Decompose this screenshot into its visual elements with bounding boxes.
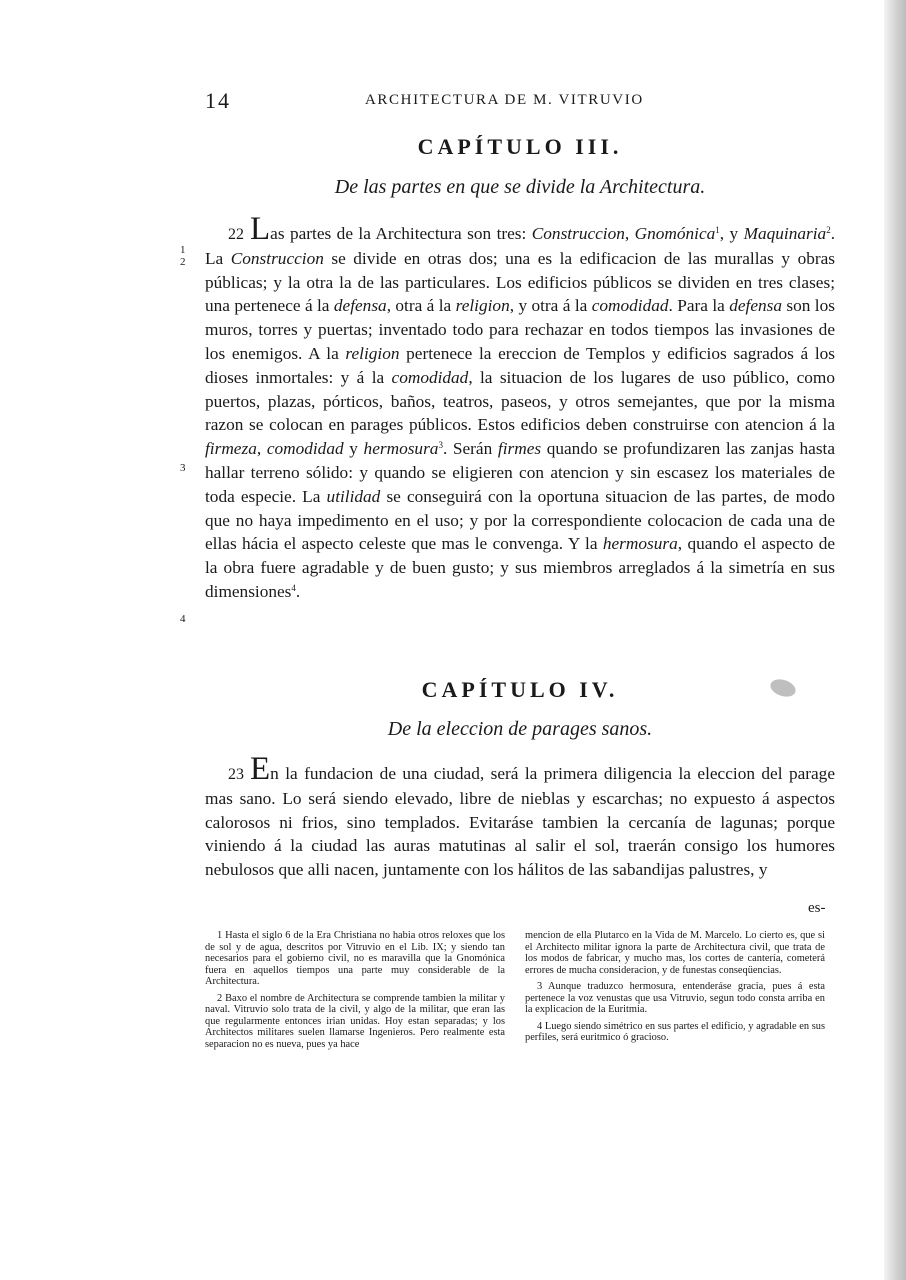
running-title: ARCHITECTURA DE M. VITRUVIO xyxy=(365,92,644,108)
p22-text: y xyxy=(343,439,364,459)
term-maquinaria: Maquinaria xyxy=(743,224,827,243)
margin-note-1: 1 xyxy=(180,244,186,256)
p22-text: . Para la xyxy=(668,296,730,316)
p22-text: pertenece la ereccion de Templos y edificios sagrados á los dioses inmortales: y á la xyxy=(205,343,835,387)
p22-text: se divide en otras dos; una es la edificacion de las murallas y obras públicas; y la otra la de las particulares. Los edificios públicos se dividen en tres clases; una pertenece á la xyxy=(205,248,836,316)
paragraph-number-22: 22 xyxy=(228,226,244,243)
p22-text: , la situacion de los lugares de uso público, como puertos, plazas, pórticos, baños, teatros, paseos, y otros semejantes, que por la misma razon se colocan en parages públicos. Estos edificios deben construirse con atencion á la xyxy=(205,367,835,435)
footnote-ref-2: 2 xyxy=(826,225,831,235)
term-comodidad: comodidad xyxy=(266,439,344,459)
p22-text: , y xyxy=(719,224,744,243)
term-utilidad: utilidad xyxy=(326,486,381,506)
chapter-4-subtitle: De la eleccion de parages sanos. xyxy=(387,718,653,740)
p22-text: , y otra á la xyxy=(509,296,592,316)
p22-text: as partes de la Architectura son tres: xyxy=(270,224,532,243)
p22-text: , xyxy=(256,439,267,459)
chapter-4-title: CAPÍTULO IV. xyxy=(421,677,619,702)
footnote-2: 2 Baxo el nombre de Architectura se comprende tambien la militar y naval. Vitruvio solo trata de la civil, y algo de la militar, que eran las que regularmente entonces irian unidas. Hoy estan separadas; y los Architectos militares suelen llamarse Ingenieros. Pero realmente esta separacion no es nueva, pues ya hace xyxy=(205,992,505,1050)
term-comodidad: comodidad xyxy=(591,296,669,316)
term-firmeza: firmeza xyxy=(205,439,257,459)
dropcap-e: E xyxy=(250,751,271,787)
p22-text: , xyxy=(624,224,635,243)
footnote-ref-1: 1 xyxy=(715,225,720,235)
page-number: 14 xyxy=(205,88,231,113)
term-construccion: Construccion xyxy=(531,224,625,243)
p23-text: n la fundacion de una ciudad, será la primera diligencia la eleccion del parage mas sano. Lo será siendo elevado, libre de nieblas y escarchas; no expuesto á aspectos calorosos ni frios, sino templados. Evitaráse tambien la cercanía de lagunas; porque viniendo á la ciudad las auras matutinas al salir el sol, traerán consigo los humores nebulosos que alli nacen, juntamente con los hálitos de las sabandijas palustres, y xyxy=(205,764,835,880)
chapter-3-subtitle: De las partes en que se divide la Architectura. xyxy=(334,176,706,198)
term-religion: religion xyxy=(455,296,510,316)
footnotes xyxy=(205,930,835,1130)
p22-text: quando se profundizaren las zanjas hasta hallar terreno sólido: y quando se eligieren con atencion y sin escasez los materiales de toda especie. La xyxy=(205,439,836,506)
chapter-3-title: CAPÍTULO III. xyxy=(417,134,623,159)
term-defensa: defensa xyxy=(729,296,782,316)
dropcap-l: L xyxy=(250,211,271,247)
footnote-1: 1 Hasta el siglo 6 de la Era Christiana no habia otros reloxes que los de sol y de agua, descritos por Vitruvio en el Lib. IX; y siendo tan necesarios para el gobierno civil, no es maravilla que la Gnomónica fuera en aquellos tiempos una parte muy considerable de la Architectura. xyxy=(205,930,505,987)
p22-text: . xyxy=(295,581,301,601)
p22-text: son los muros, torres y puertas; inventado todo para rechazar en todos tiempos las invasiones de los enemigos. A la xyxy=(205,296,835,363)
p22-text: . La xyxy=(205,224,836,268)
footnotes-left-column xyxy=(205,930,505,1055)
paragraph-23 xyxy=(205,751,835,882)
paragraph-22 xyxy=(205,211,836,604)
term-construccion: Construccion xyxy=(230,248,324,268)
paragraph-number-23: 23 xyxy=(228,766,244,783)
term-defensa: defensa xyxy=(333,296,387,316)
margin-note-4: 4 xyxy=(180,613,186,625)
footnote-3: 3 Aunque traduzco hermosura, entenderáse gracia, pues á esta pertenece la voz venustas que usa Vitruvio, segun todo consta arriba en la explicacion de la Euritmia. xyxy=(525,981,825,1015)
term-hermosura: hermosura xyxy=(602,534,678,554)
footnote-ref-4: 4 xyxy=(291,582,296,593)
term-gnomonica: Gnomónica xyxy=(634,224,716,243)
catchword: es- xyxy=(808,900,826,916)
footnote-ref-3: 3 xyxy=(438,440,443,451)
margin-note-3: 3 xyxy=(180,462,186,474)
p22-text: . Serán xyxy=(442,439,498,459)
footnotes-right-column xyxy=(525,930,825,1049)
p22-text: se conseguirá con la oportuna situacion de las partes, de modo que no haya impedimento en el uso; y por la correspondiente colocacion de cada una de ellas hácia el aspecto celeste que mas le convenga. Y la xyxy=(205,486,835,554)
margin-note-2: 2 xyxy=(180,256,186,268)
footnote-2-continued: mencion de ella Plutarco en la Vida de M. Marcelo. Lo cierto es, que si el Architecto militar ignora la parte de Architectura civil, que trata de los modos de fabricar, y mucho mas, los cortes de cantería, cometerá errores de mucha consideracion, y de funestas conseqüencias. xyxy=(525,930,825,976)
term-firmes: firmes xyxy=(497,439,542,459)
p22-text: , quando el aspecto de la obra fuere agradable y de buen gusto; y sus miembros arreglados á la simetría en sus dimensiones xyxy=(205,534,836,601)
term-comodidad: comodidad xyxy=(391,367,469,387)
term-hermosura: hermosura xyxy=(363,439,439,459)
p22-text: , otra á la xyxy=(386,296,456,316)
term-religion: religion xyxy=(345,343,400,363)
footnote-4: 4 Luego siendo simétrico en sus partes el edificio, y agradable en sus perfiles, será euritmico ó gracioso. xyxy=(525,1020,825,1043)
running-head xyxy=(205,88,835,114)
